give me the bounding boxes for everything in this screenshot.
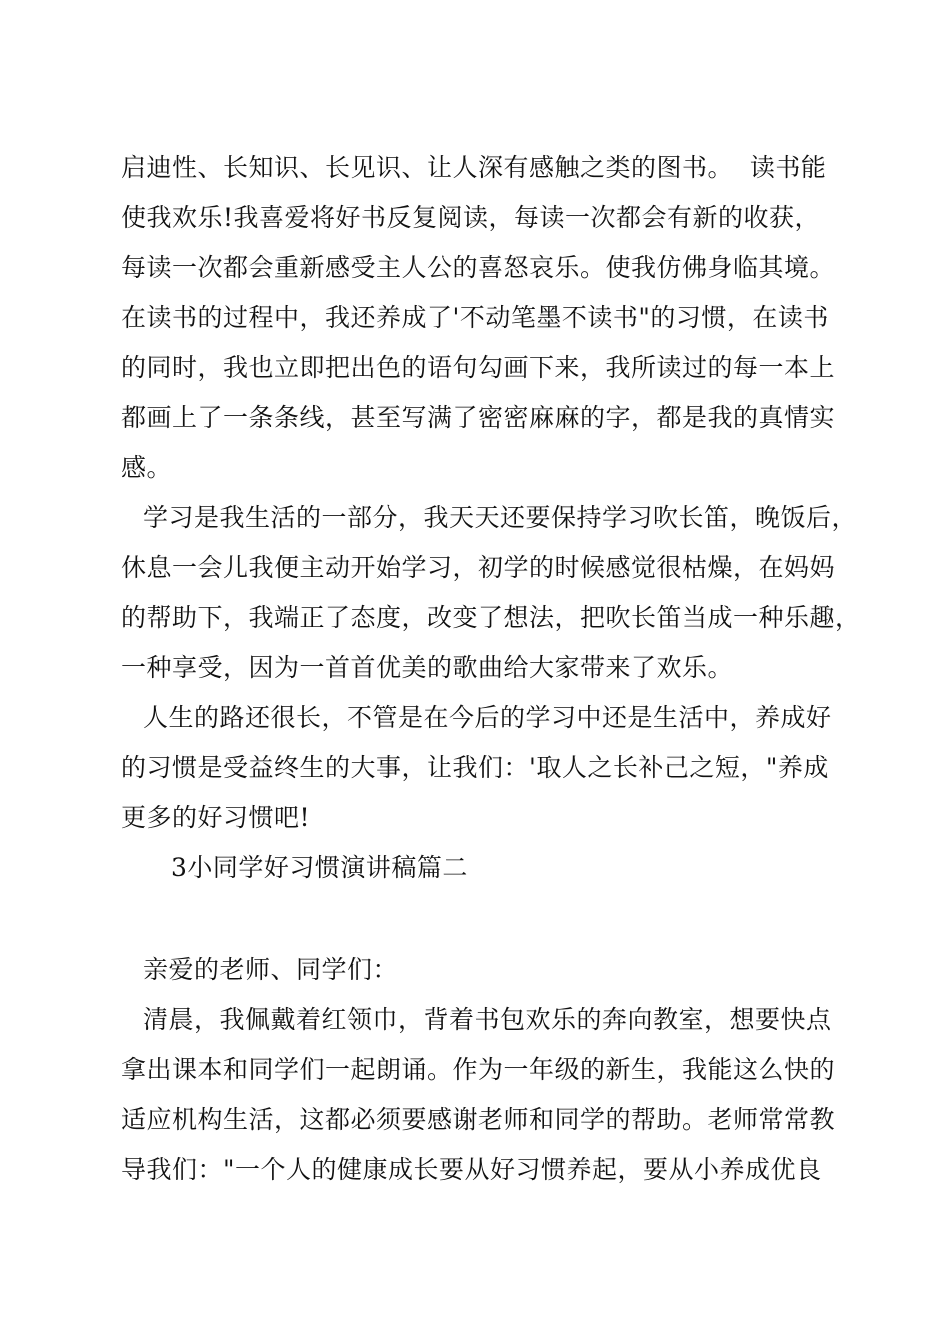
text-line: 的习惯是受益终生的大事，让我们：'取人之长补己之短，"养成 <box>121 753 829 782</box>
text-line: 感。 <box>121 453 173 482</box>
text-line: 拿出课本和同学们一起朗诵。作为一年级的新生，我能这么快的 <box>121 1055 836 1084</box>
paragraph-first-line: 清晨，我佩戴着红领巾，背着书包欢乐的奔向教室，想要快点 <box>143 1005 832 1034</box>
text-line: 休息一会儿我便主动开始学习，初学的时候感觉很枯燥，在妈妈 <box>121 553 836 582</box>
text-line: 导我们："一个人的健康成长要从好习惯养起，要从小养成优良 <box>121 1155 822 1184</box>
text-line: 的帮助下，我端正了态度，改变了想法，把吹长笛当成一种乐趣， <box>121 603 861 632</box>
text-line: 使我欢乐!我喜爱将好书反复阅读，每读一次都会有新的收获， <box>121 203 821 232</box>
text-line: 一种享受，因为一首首优美的歌曲给大家带来了欢乐。 <box>121 653 734 682</box>
text-line: 适应机构生活，这都必须要感谢老师和同学的帮助。老师常常教 <box>121 1105 836 1134</box>
greeting: 亲爱的老师、同学们： <box>143 955 399 984</box>
text-line: 都画上了一条条线，甚至写满了密密麻麻的字，都是我的真情实 <box>121 403 836 432</box>
document-body <box>121 150 861 1202</box>
paragraph-first-line: 学习是我生活的一部分，我天天还要保持学习吹长笛，晚饭后， <box>143 503 858 532</box>
paragraph-first-line: 人生的路还很长，不管是在今后的学习中还是生活中，养成好 <box>143 703 832 732</box>
text-line: 每读一次都会重新感受主人公的喜怒哀乐。使我仿佛身临其境。 <box>121 253 836 282</box>
section-heading: 3小同学好习惯演讲稿篇二 <box>171 853 468 882</box>
blank-space <box>121 900 861 952</box>
text-line: 启迪性、长知识、长见识、让人深有感触之类的图书。 读书能 <box>121 153 827 182</box>
text-line: 的同时，我也立即把出色的语句勾画下来，我所读过的每一本上 <box>121 353 836 382</box>
text-line: 在读书的过程中，我还养成了'不动笔墨不读书"的习惯，在读书 <box>121 303 829 332</box>
text-line: 更多的好习惯吧! <box>121 803 311 832</box>
